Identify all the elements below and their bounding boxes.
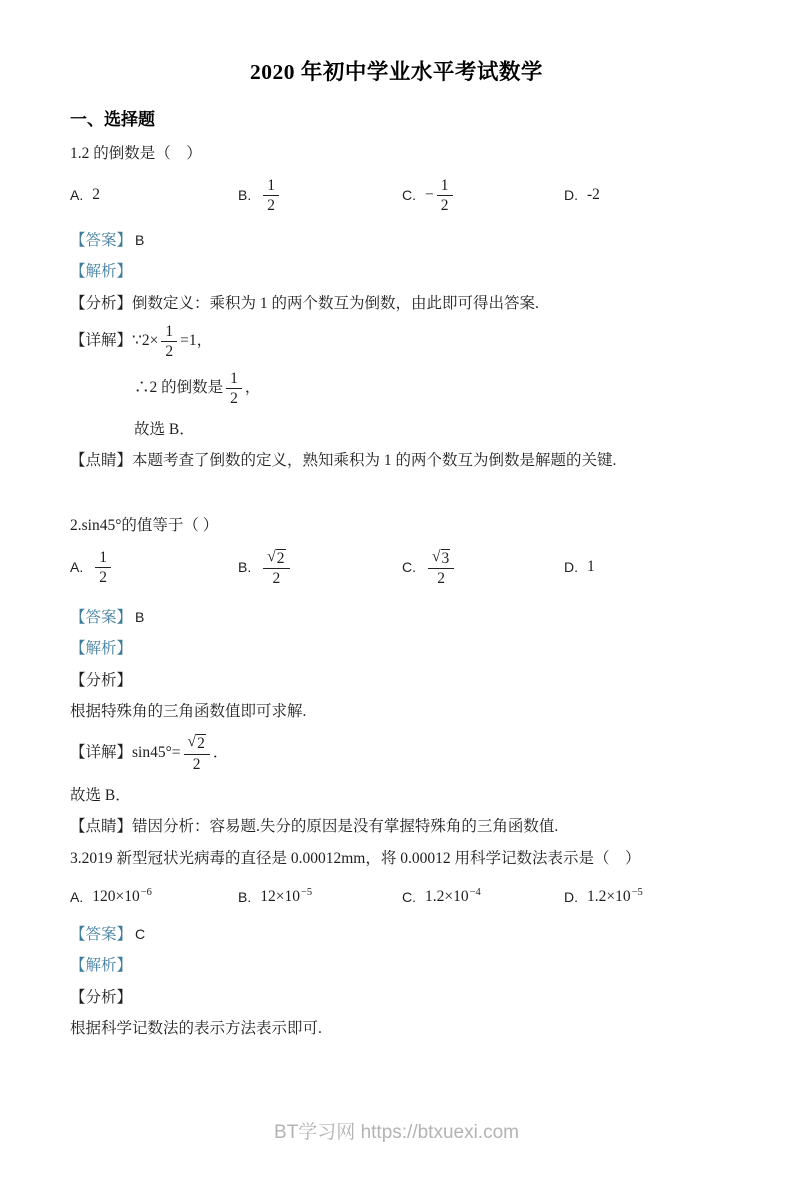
q1-option-c: [402, 176, 564, 215]
q1-detail-line: [70, 322, 723, 361]
fraction-denominator: 2: [437, 195, 453, 214]
section-heading: 一、选择题: [70, 109, 155, 129]
q1-stem: 1.2 的倒数是（ ）: [70, 145, 202, 163]
sqrt-radical: [267, 549, 285, 568]
power-exponent: −5: [300, 887, 313, 899]
answer-letter: C: [135, 925, 146, 942]
power-base: 1.2×10: [425, 888, 469, 906]
dianjing-text: 本题考查了倒数的定义，熟知乘积为 1 的两个数互为倒数是解题的关键.: [132, 452, 617, 470]
option-label: B.: [238, 559, 252, 576]
option-value: -2: [587, 186, 600, 204]
detail-tail: ．: [212, 743, 229, 761]
fraction: [263, 548, 289, 588]
fraction-denominator: 2: [161, 341, 177, 360]
fraction-numerator: 1: [99, 548, 107, 566]
fraction-numerator: [184, 733, 210, 754]
option-value: [92, 888, 152, 907]
q2-answer-line: [70, 609, 723, 628]
q3-options: [70, 886, 723, 910]
option-label: B.: [238, 889, 252, 906]
sqrt-radical: [432, 549, 450, 568]
fraction: [184, 733, 210, 773]
q3-option-c: [402, 888, 564, 907]
option-label: B.: [238, 187, 252, 204]
fraction: [428, 548, 454, 588]
q1-option-d: [564, 186, 723, 205]
q3-stem: 3.2019 新型冠状光病毒的直径是 0.00012mm，将 0.00012 用科学记数法表示是（ ）: [70, 849, 641, 867]
q1-detail-line2: [134, 369, 723, 408]
q3-jiexi-line: [70, 957, 723, 976]
radicand: 3: [441, 549, 450, 567]
q1-dianjing-line: [70, 452, 723, 471]
option-label: D.: [564, 889, 578, 906]
jiexi-label: 【解析】: [70, 957, 133, 975]
answer-label: 【答案】: [70, 925, 133, 943]
q3-option-d: [564, 888, 723, 907]
power-base: 12×10: [260, 888, 300, 906]
power-exponent: −6: [140, 887, 152, 899]
q2-options: [70, 545, 723, 591]
answer-label: 【答案】: [70, 231, 133, 249]
q2-dianjing-line: [70, 818, 723, 837]
option-label: C.: [402, 187, 416, 204]
dianjing-label: 【点睛】: [70, 452, 133, 470]
q1-jiexi-line: [70, 263, 723, 282]
option-label: A.: [70, 889, 84, 906]
detail-tail: =1，: [180, 331, 213, 349]
option-label: A.: [70, 187, 84, 204]
fraction-numerator: [263, 548, 289, 569]
xiangjie-label: 【详解】: [70, 331, 133, 349]
fraction: [161, 323, 177, 360]
option-value: 2: [92, 186, 100, 204]
fraction: [95, 549, 111, 586]
q3-option-b: [238, 888, 402, 907]
option-label: D.: [564, 187, 578, 204]
fraction-numerator: [428, 548, 454, 569]
dianjing-label: 【点睛】: [70, 818, 133, 836]
detail-tail: ，: [244, 378, 261, 396]
fenxi-label: 【分析】: [70, 988, 133, 1006]
jiexi-label: 【解析】: [70, 640, 133, 658]
watermark-footer: BT学习网 https://btxuexi.com: [274, 1122, 519, 1143]
q2-jiexi-line: [70, 640, 723, 659]
fenxi-label: 【分析】: [70, 294, 133, 312]
fraction-denominator: 2: [263, 568, 289, 587]
q1-option-b: [238, 176, 402, 215]
q1-options: [70, 173, 723, 219]
answer-letter: B: [135, 231, 145, 248]
exam-page: [0, 60, 793, 1039]
fraction-numerator: 1: [165, 322, 174, 340]
option-label: D.: [564, 559, 578, 576]
q2-fenxi-text: 根据特殊角的三角函数值即可求解.: [70, 703, 307, 721]
option-label: C.: [402, 889, 416, 906]
minus-sign: −: [425, 186, 434, 204]
sqrt-sign: √: [187, 732, 197, 750]
fraction-denominator: 2: [184, 754, 210, 773]
radicand: 2: [276, 549, 285, 567]
fraction-denominator: 2: [428, 568, 454, 587]
q3-fenxi-text: 根据科学记数法的表示方法表示即可.: [70, 1020, 322, 1038]
power-exponent: −4: [469, 887, 481, 899]
q2-option-a: [70, 548, 238, 587]
fraction-numerator: 1: [440, 177, 449, 195]
option-value: [260, 888, 312, 907]
fraction: [226, 370, 242, 407]
q2-option-d: [564, 558, 723, 577]
detail-lead: ∵2×: [132, 331, 159, 349]
fraction-numerator: 1: [230, 369, 238, 387]
fraction-numerator: 1: [267, 177, 275, 195]
detail-lead: sin45°=: [132, 743, 181, 761]
fraction-denominator: 2: [226, 388, 242, 407]
q1-fenxi-line: [70, 295, 723, 314]
option-label: C.: [402, 559, 416, 576]
sqrt-sign: √: [267, 547, 276, 565]
power-exponent: −5: [631, 887, 643, 899]
sqrt-radical: [188, 734, 206, 753]
page-title: 2020 年初中学业水平考试数学: [250, 60, 543, 84]
radicand: 2: [197, 734, 205, 752]
q3-option-a: [70, 888, 238, 907]
q3-fenxi-line: [70, 989, 723, 1008]
fraction: [263, 177, 279, 214]
option-value: [425, 888, 481, 907]
power-base: 1.2×10: [587, 888, 631, 906]
detail-text: ∴2 的倒数是: [134, 378, 224, 396]
q1-choose-line: 故选 B．: [134, 420, 195, 438]
q2-choose-line: 故选 B．: [70, 786, 131, 804]
sqrt-sign: √: [432, 547, 441, 565]
dianjing-text: 错因分析：容易题.失分的原因是没有掌握特殊角的三角函数值.: [132, 818, 559, 836]
fraction-denominator: 2: [95, 567, 111, 586]
jiexi-label: 【解析】: [70, 263, 133, 281]
q3-answer-line: [70, 926, 723, 945]
answer-label: 【答案】: [70, 608, 133, 626]
q2-stem: 2.sin45°的值等于（ ）: [70, 516, 219, 534]
fenxi-text: 倒数定义：乘积为 1 的两个数互为倒数，由此即可得出答案.: [132, 294, 539, 312]
option-label: A.: [70, 559, 84, 576]
q2-detail-line: [70, 732, 723, 774]
q2-option-c: [402, 547, 564, 589]
option-value: 1: [587, 558, 595, 576]
power-base: 120×10: [92, 888, 140, 906]
fenxi-label: 【分析】: [70, 671, 133, 689]
fraction-denominator: 2: [263, 195, 279, 214]
fraction: [437, 177, 453, 214]
q2-option-b: [238, 547, 402, 589]
answer-letter: B: [135, 608, 145, 625]
q2-fenxi-line: [70, 672, 723, 691]
q1-answer-line: [70, 232, 723, 251]
option-value: [587, 888, 643, 907]
q1-option-a: [70, 186, 238, 205]
xiangjie-label: 【详解】: [70, 743, 133, 761]
